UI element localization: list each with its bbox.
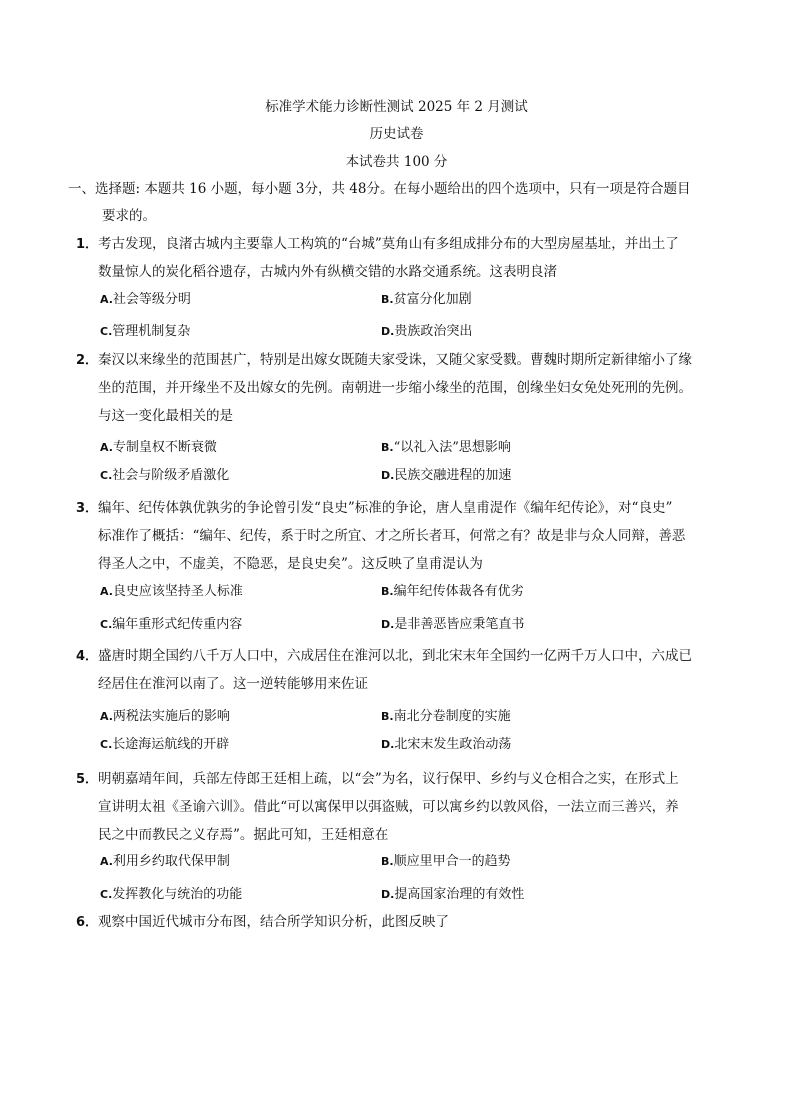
option-b[interactable] xyxy=(381,580,524,599)
option-text: 编年重形式纪传重内容 xyxy=(112,617,243,632)
question-text: 观察中国近代城市分布图，结合所学知识分析，此图反映了 xyxy=(98,914,449,930)
option-text: 是非善恶皆应秉笔直书 xyxy=(394,617,525,632)
option-a[interactable] xyxy=(100,580,243,599)
option-letter: D. xyxy=(381,469,395,482)
option-text: 贫富分化加剧 xyxy=(393,292,472,307)
question-number: 1． xyxy=(76,237,99,252)
question-text: 秦汉以来缘坐的范围甚广，特别是出嫁女既随夫家受诛，又随父家受戮。曹魏时期所定新律缩小了缘 xyxy=(98,352,692,368)
option-text: 顺应里甲合一的趋势 xyxy=(393,854,511,869)
question-number: 6． xyxy=(76,915,99,930)
option-letter: A. xyxy=(100,855,113,868)
section-heading: 一、选择题: 本题共 16 小题，每小题 3分，共 48分。在每小题给出的四个选项中，只有一项是符合题目 xyxy=(68,181,691,197)
option-letter: A. xyxy=(100,585,113,598)
exam-total-score: 本试卷共 100 分 xyxy=(345,154,448,170)
question-text: 编年、纪传体孰优孰劣的争论曾引发“良史”标准的争论，唐人皇甫湜作《编年纪传论》，对“良史” xyxy=(98,500,673,516)
question-text: 坐的范围，并开缘坐不及出嫁女的先例。南朝进一步缩小缘坐的范围，创缘坐妇女免处死刑的先例。 xyxy=(98,380,692,396)
question-text: 数量惊人的炭化稻谷遗存，古城内外有纵横交错的水路交通系统。这表明良渚 xyxy=(98,264,557,280)
option-text: 民族交融进程的加速 xyxy=(394,468,512,483)
option-letter: B. xyxy=(381,293,394,306)
question-number: 5． xyxy=(76,772,99,787)
option-letter: C. xyxy=(100,888,113,901)
question-number: 2． xyxy=(76,353,99,368)
option-letter: A. xyxy=(100,293,113,306)
option-letter: B. xyxy=(381,585,394,598)
question-text: 宣讲明太祖《圣谕六训》。借此“可以寓保甲以弭盗贼，可以寓乡约以敦风俗，一法立而三善兴，养 xyxy=(98,799,679,815)
option-letter: D. xyxy=(381,325,395,338)
question-text: 盛唐时期全国约八千万人口中，六成居住在淮河以北，到北宋末年全国约一亿两千万人口中，六成已 xyxy=(98,648,692,664)
question-text: 标准作了概括：“编年、纪传，系于时之所宜、才之所长者耳，何常之有？故是非与众人同辩，善恶 xyxy=(98,528,686,544)
question-text: 考古发现，良渚古城内主要靠人工构筑的“台城”莫角山有多组成排分布的大型房屋基址，并出土了 xyxy=(98,236,679,252)
option-text: 良史应该坚持圣人标准 xyxy=(112,584,243,599)
option-a[interactable] xyxy=(100,436,217,455)
option-b[interactable] xyxy=(381,288,472,307)
option-letter: B. xyxy=(381,441,394,454)
option-text: 发挥教化与统治的功能 xyxy=(112,887,243,902)
option-text: 北宋末发生政治动荡 xyxy=(394,737,512,752)
option-d[interactable] xyxy=(381,613,524,632)
section-heading-cont: 要求的。 xyxy=(102,208,156,224)
option-letter: D. xyxy=(381,618,395,631)
option-text: “以礼入法”思想影响 xyxy=(393,440,511,455)
option-text: 利用乡约取代保甲制 xyxy=(112,854,230,869)
option-d[interactable] xyxy=(381,883,524,902)
option-letter: B. xyxy=(381,855,394,868)
option-c[interactable] xyxy=(100,464,229,483)
option-c[interactable] xyxy=(100,320,190,339)
question-number: 3． xyxy=(76,501,99,516)
option-d[interactable] xyxy=(381,320,472,339)
question-text: 与这一变化最相关的是 xyxy=(98,408,233,424)
option-text: 两税法实施后的影响 xyxy=(112,709,230,724)
question-number: 4． xyxy=(76,649,99,664)
exam-title: 标准学术能力诊断性测试 2025 年 2 月测试 xyxy=(265,99,528,115)
option-a[interactable] xyxy=(100,850,230,869)
option-c[interactable] xyxy=(100,733,229,752)
option-text: 管理机制复杂 xyxy=(112,324,191,339)
option-a[interactable] xyxy=(100,288,191,307)
question-text: 明朝嘉靖年间，兵部左侍郎王廷相上疏，以“会”为名，议行保甲、乡约与义仓相合之实，在形式上 xyxy=(98,771,679,787)
option-letter: B. xyxy=(381,710,394,723)
option-d[interactable] xyxy=(381,464,511,483)
option-c[interactable] xyxy=(100,613,242,632)
option-letter: A. xyxy=(100,710,113,723)
option-letter: A. xyxy=(100,441,113,454)
option-letter: C. xyxy=(100,469,113,482)
option-b[interactable] xyxy=(381,850,511,869)
option-text: 社会等级分明 xyxy=(112,292,191,307)
option-letter: D. xyxy=(381,888,395,901)
option-letter: C. xyxy=(100,618,113,631)
question-text: 经居住在淮河以南了。这一逆转能够用来佐证 xyxy=(98,676,368,692)
option-text: 编年纪传体裁各有优劣 xyxy=(393,584,524,599)
option-text: 长途海运航线的开辟 xyxy=(112,737,230,752)
exam-subject: 历史试卷 xyxy=(369,126,424,142)
option-letter: C. xyxy=(100,738,113,751)
option-text: 专制皇权不断衰微 xyxy=(112,440,217,455)
option-d[interactable] xyxy=(381,733,511,752)
option-b[interactable] xyxy=(381,705,511,724)
option-letter: C. xyxy=(100,325,113,338)
option-c[interactable] xyxy=(100,883,242,902)
option-text: 南北分卷制度的实施 xyxy=(393,709,511,724)
option-text: 社会与阶级矛盾激化 xyxy=(112,468,230,483)
option-text: 贵族政治突出 xyxy=(394,324,473,339)
option-text: 提高国家治理的有效性 xyxy=(394,887,525,902)
option-letter: D. xyxy=(381,738,395,751)
option-a[interactable] xyxy=(100,705,230,724)
question-text: 得圣人之中，不虚美，不隐恶，是良史矣”。这反映了皇甫湜认为 xyxy=(98,556,483,572)
option-b[interactable] xyxy=(381,436,511,455)
question-text: 民之中而教民之义存焉”。据此可知，王廷相意在 xyxy=(98,827,389,843)
